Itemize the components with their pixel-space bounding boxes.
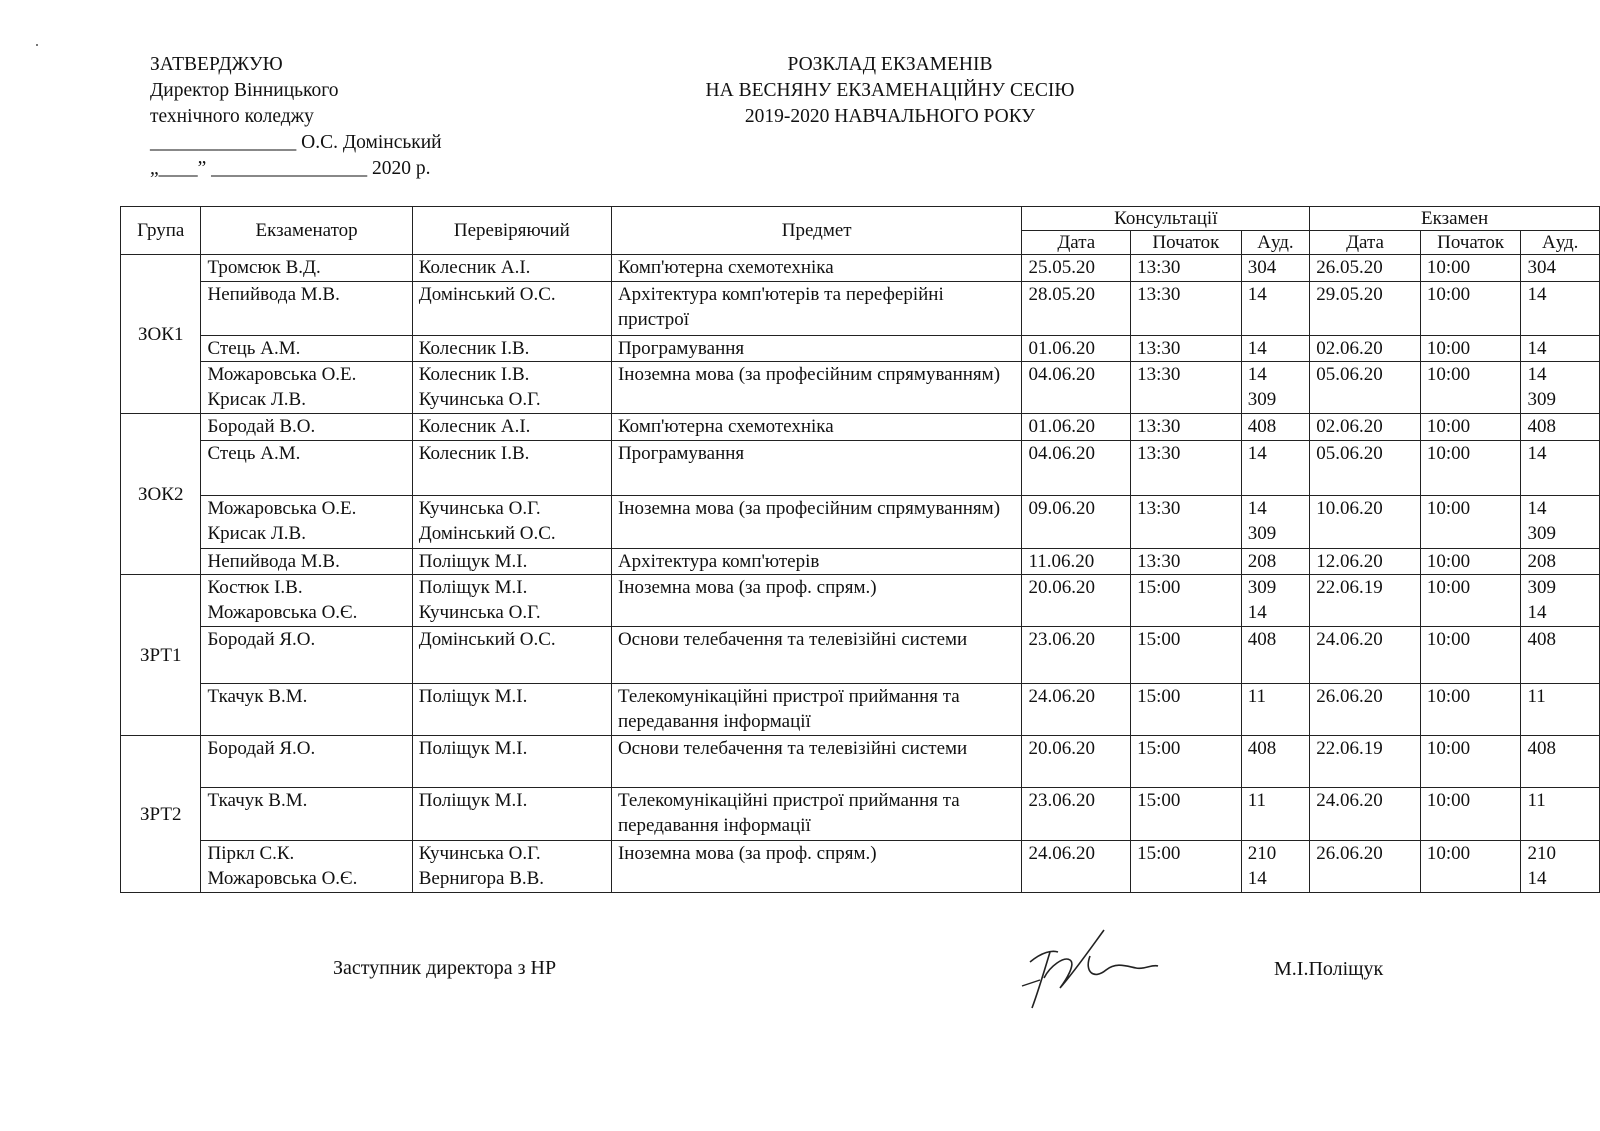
table-row: [121, 255, 1600, 282]
exam-date-cell: 02.06.20: [1310, 414, 1421, 441]
group-cell: ЗОК2: [121, 414, 201, 575]
checker-cell: Поліщук М.І.: [412, 736, 611, 788]
room-list: 14 309: [1527, 498, 1556, 544]
exam-time-cell: 10:00: [1420, 575, 1521, 627]
consult-room-cell: 304: [1241, 255, 1309, 282]
consult-time-cell: 15:00: [1131, 627, 1242, 684]
consult-room-cell: [1241, 496, 1309, 549]
table-row: [121, 496, 1600, 549]
exam-room-cell: [1521, 362, 1600, 414]
consult-date-cell: 20.06.20: [1022, 736, 1131, 788]
table-row: [121, 441, 1600, 496]
approval-signature-line: _______________ О.С. Домінський: [150, 132, 442, 153]
header-consultations: Консультації: [1022, 207, 1310, 231]
consult-room-cell: [1241, 841, 1309, 893]
checker-cell: [412, 496, 611, 549]
exam-date-cell: 12.06.20: [1310, 549, 1421, 575]
consult-room-cell: 208: [1241, 549, 1309, 575]
consult-time-cell: 13:30: [1131, 441, 1242, 496]
table-row: [121, 414, 1600, 441]
table-row: [121, 549, 1600, 575]
table-row: [121, 282, 1600, 336]
exam-room-cell: [1521, 575, 1600, 627]
exam-time-cell: 10:00: [1420, 496, 1521, 549]
exam-date-cell: 26.06.20: [1310, 684, 1421, 736]
exam-time-cell: 10:00: [1420, 336, 1521, 362]
examiner-cell: Стець А.М.: [201, 441, 412, 496]
room-list: 14 309: [1247, 498, 1277, 544]
consult-time-cell: 13:30: [1131, 549, 1242, 575]
subject-cell: Телекомунікаційні пристрої приймання та передавання інформації: [611, 788, 1021, 841]
subject-cell: Архітектура комп'ютерів: [611, 549, 1021, 575]
checker-cell: Колесник А.І.: [412, 414, 611, 441]
examiner-cell: Непийвода М.В.: [201, 282, 412, 336]
exam-room-cell: [1521, 841, 1600, 893]
consult-date-cell: 01.06.20: [1022, 414, 1131, 441]
subject-cell: Іноземна мова (за проф. спрям.): [611, 575, 1021, 627]
consult-date-cell: 09.06.20: [1022, 496, 1131, 549]
examiner-cell: Ткачук В.М.: [201, 684, 412, 736]
examiner-cell: Непийвода М.В.: [201, 549, 412, 575]
exam-date-cell: 02.06.20: [1310, 336, 1421, 362]
examiner-names: Костюк І.В. Можаровська О.Є.: [207, 577, 358, 623]
consult-room-cell: 408: [1241, 736, 1309, 788]
exam-date-cell: 24.06.20: [1310, 627, 1421, 684]
consult-date-cell: 01.06.20: [1022, 336, 1131, 362]
exam-time-cell: 10:00: [1420, 627, 1521, 684]
examiner-names: Можаровська О.Е. Крисак Л.В.: [207, 498, 357, 544]
header-consult-date: Дата: [1022, 231, 1131, 255]
consult-room-cell: 408: [1241, 627, 1309, 684]
exam-room-cell: 408: [1521, 627, 1600, 684]
consult-date-cell: 04.06.20: [1022, 362, 1131, 414]
consult-date-cell: 23.06.20: [1022, 627, 1131, 684]
consult-time-cell: 13:30: [1131, 496, 1242, 549]
table-row: [121, 736, 1600, 788]
approval-date-line: „____” ________________ 2020 р.: [150, 158, 431, 179]
consult-time-cell: 13:30: [1131, 282, 1242, 336]
exam-time-cell: 10:00: [1420, 549, 1521, 575]
examiner-names: Можаровська О.Е. Крисак Л.В.: [207, 364, 357, 410]
consult-date-cell: 24.06.20: [1022, 841, 1131, 893]
room-list: 210 14: [1527, 843, 1556, 889]
consult-time-cell: 13:30: [1131, 414, 1242, 441]
exam-room-cell: 208: [1521, 549, 1600, 575]
exam-room-cell: 11: [1521, 684, 1600, 736]
exam-date-cell: 26.05.20: [1310, 255, 1421, 282]
exam-date-cell: 29.05.20: [1310, 282, 1421, 336]
exam-date-cell: 26.06.20: [1310, 841, 1421, 893]
exam-date-cell: 10.06.20: [1310, 496, 1421, 549]
table-row: [121, 684, 1600, 736]
consult-room-cell: 14: [1241, 282, 1309, 336]
checker-cell: Колесник І.В.: [412, 441, 611, 496]
checker-cell: Домінський О.С.: [412, 282, 611, 336]
exam-room-cell: 14: [1521, 441, 1600, 496]
examiner-names: Піркл С.К. Можаровська О.Є.: [207, 843, 358, 889]
consult-time-cell: 13:30: [1131, 336, 1242, 362]
header-exam-room: Aуд.: [1521, 231, 1600, 255]
exam-room-cell: 408: [1521, 414, 1600, 441]
room-list: 309 14: [1247, 577, 1277, 623]
examiner-cell: [201, 575, 412, 627]
consult-room-cell: 14: [1241, 441, 1309, 496]
checker-names: Кучинська О.Г. Вернигора В.В.: [418, 843, 545, 889]
exam-time-cell: 10:00: [1420, 362, 1521, 414]
exam-time-cell: 10:00: [1420, 255, 1521, 282]
subject-cell: Основи телебачення та телевізійні системи: [611, 627, 1021, 684]
examiner-cell: Бородай Я.О.: [201, 627, 412, 684]
table-row: [121, 362, 1600, 414]
consult-room-cell: 14: [1241, 336, 1309, 362]
approval-block: [150, 52, 442, 182]
signer-name: М.І.Поліщук: [1274, 958, 1384, 980]
header-consult-room: Aуд.: [1241, 231, 1309, 255]
exam-date-cell: 22.06.19: [1310, 736, 1421, 788]
table-row: [121, 575, 1600, 627]
approval-line: ЗАТВЕРДЖУЮ: [150, 54, 283, 75]
table-row: [121, 336, 1600, 362]
exam-time-cell: 10:00: [1420, 788, 1521, 841]
table-row: [121, 627, 1600, 684]
room-list: 309 14: [1527, 577, 1556, 623]
document-title: [670, 52, 1110, 130]
consult-date-cell: 28.05.20: [1022, 282, 1131, 336]
consult-date-cell: 04.06.20: [1022, 441, 1131, 496]
exam-time-cell: 10:00: [1420, 684, 1521, 736]
examiner-cell: Ткачук В.М.: [201, 788, 412, 841]
header-consult-start: Початок: [1131, 231, 1242, 255]
title-line: 2019-2020 НАВЧАЛЬНОГО РОКУ: [744, 106, 1036, 127]
checker-cell: [412, 362, 611, 414]
room-list: 14 309: [1247, 364, 1277, 410]
exam-schedule-table: [120, 206, 1600, 893]
subject-cell: Комп'ютерна схемотехніка: [611, 255, 1021, 282]
checker-cell: Поліщук М.І.: [412, 549, 611, 575]
header-exam-date: Дата: [1310, 231, 1421, 255]
checker-cell: Поліщук М.І.: [412, 788, 611, 841]
consult-date-cell: 23.06.20: [1022, 788, 1131, 841]
exam-room-cell: 304: [1521, 255, 1600, 282]
exam-time-cell: 10:00: [1420, 841, 1521, 893]
consult-room-cell: [1241, 362, 1309, 414]
examiner-cell: Тромсюк В.Д.: [201, 255, 412, 282]
consult-room-cell: 408: [1241, 414, 1309, 441]
consult-date-cell: 20.06.20: [1022, 575, 1131, 627]
header-examiner: Екзаменатор: [201, 207, 412, 255]
examiner-cell: Бородай В.О.: [201, 414, 412, 441]
exam-room-cell: 11: [1521, 788, 1600, 841]
consult-date-cell: 11.06.20: [1022, 549, 1131, 575]
consult-time-cell: 15:00: [1131, 788, 1242, 841]
header-exam-start: Початок: [1420, 231, 1521, 255]
title-line: НА ВЕСНЯНУ ЕКЗАМЕНАЦІЙНУ СЕСІЮ: [705, 80, 1075, 101]
consult-time-cell: 15:00: [1131, 684, 1242, 736]
checker-cell: Домінський О.С.: [412, 627, 611, 684]
examiner-cell: [201, 362, 412, 414]
title-line: РОЗКЛАД ЕКЗАМЕНІВ: [787, 54, 993, 75]
room-list: 210 14: [1247, 843, 1277, 889]
consult-time-cell: 15:00: [1131, 736, 1242, 788]
exam-time-cell: 10:00: [1420, 441, 1521, 496]
subject-cell: Телекомунікаційні пристрої приймання та передавання інформації: [611, 684, 1021, 736]
subject-cell: Програмування: [611, 336, 1021, 362]
examiner-cell: [201, 496, 412, 549]
exam-time-cell: 10:00: [1420, 736, 1521, 788]
checker-names: Кучинська О.Г. Домінський О.С.: [418, 498, 556, 544]
header-checker: Перевіряючий: [412, 207, 611, 255]
subject-cell: Програмування: [611, 441, 1021, 496]
table-row: [121, 841, 1600, 893]
subject-cell: Іноземна мова (за професійним спрямуванням): [611, 362, 1021, 414]
checker-cell: Колесник І.В.: [412, 336, 611, 362]
consult-room-cell: 11: [1241, 788, 1309, 841]
exam-room-cell: 408: [1521, 736, 1600, 788]
handwritten-signature: [1020, 922, 1160, 1012]
header-group: Група: [121, 207, 201, 255]
exam-room-cell: 14: [1521, 336, 1600, 362]
checker-names: Колесник І.В. Кучинська О.Г.: [418, 364, 541, 410]
exam-time-cell: 10:00: [1420, 282, 1521, 336]
room-list: 14 309: [1527, 364, 1556, 410]
signer-position: Заступник директора з НР: [333, 957, 557, 979]
checker-names: Поліщук М.І. Кучинська О.Г.: [418, 577, 541, 623]
exam-date-cell: 05.06.20: [1310, 441, 1421, 496]
group-cell: ЗРТ1: [121, 575, 201, 736]
consult-date-cell: 24.06.20: [1022, 684, 1131, 736]
subject-cell: Іноземна мова (за проф. спрям.): [611, 841, 1021, 893]
consult-time-cell: 15:00: [1131, 575, 1242, 627]
group-cell: ЗРТ2: [121, 736, 201, 893]
examiner-cell: Бородай Я.О.: [201, 736, 412, 788]
subject-cell: Іноземна мова (за професійним спрямуванням): [611, 496, 1021, 549]
examiner-cell: [201, 841, 412, 893]
exam-date-cell: 22.06.19: [1310, 575, 1421, 627]
header-subject: Предмет: [611, 207, 1021, 255]
approval-line: Директор Вінницького: [150, 80, 339, 101]
header-exam: Екзамен: [1310, 207, 1600, 231]
scan-speck: [36, 44, 38, 46]
consult-room-cell: [1241, 575, 1309, 627]
exam-room-cell: 14: [1521, 282, 1600, 336]
checker-cell: [412, 841, 611, 893]
table-row: [121, 788, 1600, 841]
checker-cell: [412, 575, 611, 627]
consult-time-cell: 13:30: [1131, 362, 1242, 414]
examiner-cell: Стець А.М.: [201, 336, 412, 362]
consult-date-cell: 25.05.20: [1022, 255, 1131, 282]
exam-room-cell: [1521, 496, 1600, 549]
subject-cell: Архітектура комп'ютерів та переферійні пристрої: [611, 282, 1021, 336]
exam-time-cell: 10:00: [1420, 414, 1521, 441]
subject-cell: Комп'ютерна схемотехніка: [611, 414, 1021, 441]
checker-cell: Колесник А.І.: [412, 255, 611, 282]
subject-cell: Основи телебачення та телевізійні системи: [611, 736, 1021, 788]
consult-time-cell: 15:00: [1131, 841, 1242, 893]
checker-cell: Поліщук М.І.: [412, 684, 611, 736]
exam-date-cell: 05.06.20: [1310, 362, 1421, 414]
consult-time-cell: 13:30: [1131, 255, 1242, 282]
approval-line: технічного коледжу: [150, 106, 314, 127]
group-cell: ЗОК1: [121, 255, 201, 414]
exam-date-cell: 24.06.20: [1310, 788, 1421, 841]
consult-room-cell: 11: [1241, 684, 1309, 736]
